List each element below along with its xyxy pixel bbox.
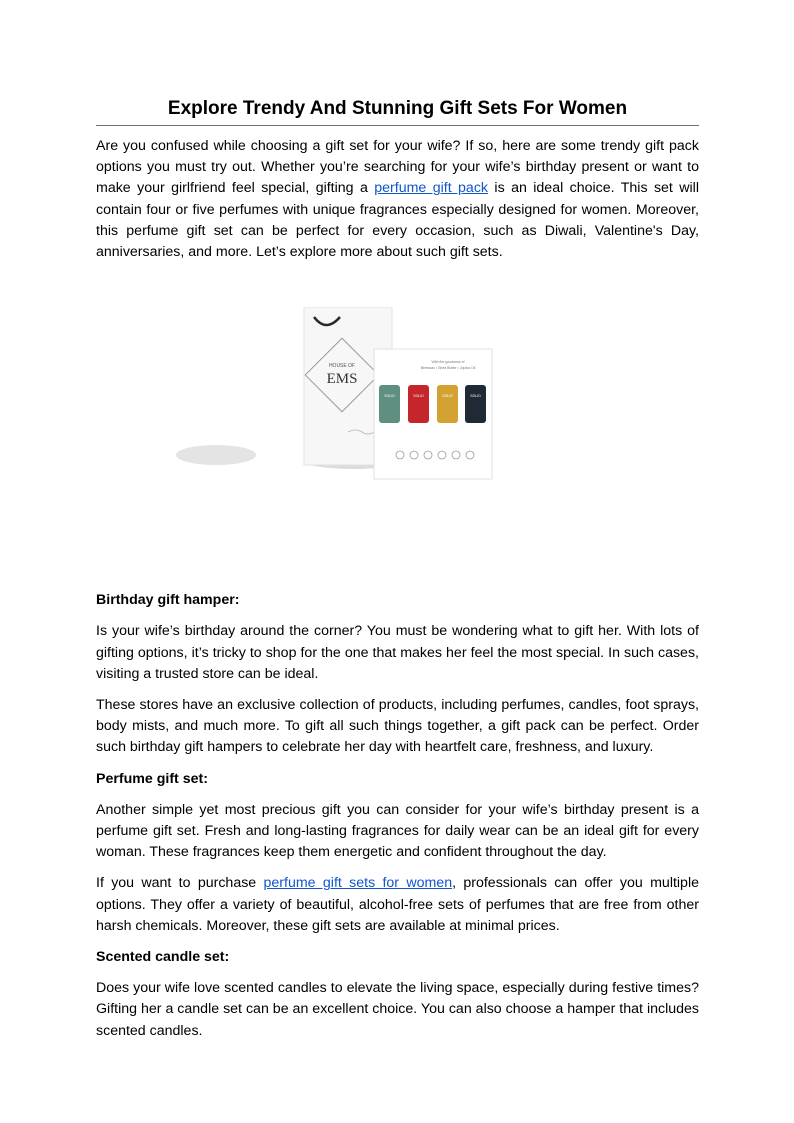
- page-title: Explore Trendy And Stunning Gift Sets For Women: [96, 96, 699, 126]
- pedestal-shadow: [176, 445, 256, 465]
- bag-brand-main: EMS: [326, 371, 358, 388]
- perfume-text-after: , professionals can offer you multiple options. They offer a variety of beautiful, alcohol-free sets of perfumes that are free from other harsh chemicals. Moreover, these gift sets are available at minimal prices.: [96, 875, 699, 934]
- tin-gold: [437, 385, 458, 423]
- perfume-gift-sets-for-women-link[interactable]: perfume gift sets for women: [263, 875, 453, 892]
- perfume-text-before: If you want to purchase: [96, 875, 264, 892]
- tin-label-4: SOLID: [470, 394, 481, 399]
- intro-text-before: Are you confused while choosing a gift set for your wife? If so, here are some trendy gift pack options you must try out. Whether you’re searching for your wife’s birthday present or want to make your girlfriend feel special, gifting a: [96, 138, 699, 197]
- tin-navy: [465, 385, 486, 423]
- birthday-paragraph-1: Is your wife’s birthday around the corner? You must be wondering what to gift her. With lots of gifting options, it’s tricky to shop for the one that makes her feel the most special. In such cases, visiting a trusted store can be ideal.: [96, 623, 699, 682]
- tin-label-2: SOLID: [413, 394, 424, 399]
- tin-green: [379, 385, 400, 423]
- perfume-gift-pack-link[interactable]: perfume gift pack: [374, 180, 489, 197]
- intro-text-after: is an ideal choice. This set will contain four or five perfumes with unique fragrances especially designed for women. Moreover, this perfume gift set can be perfect for every occasion, such as Diwali, Valentine's Day, anniversaries, and more. Let’s explore more about such gift sets.: [96, 180, 699, 261]
- gift-set-illustration: [96, 307, 699, 557]
- card-line-1: With the goodness of: [431, 360, 465, 365]
- document-page: [96, 96, 699, 1042]
- bag-brand-top: HOUSE OF: [328, 363, 356, 370]
- heading-scented-candle-set: Scented candle set:: [96, 949, 230, 966]
- intro-paragraph: [96, 136, 699, 263]
- tin-red: [408, 385, 429, 423]
- perfume-paragraph-1: Another simple yet most precious gift you can consider for your wife’s birthday present is a perfume gift set. Fresh and long-lasting fragrances for daily wear can be an ideal gift for every woman. These fragrances keep them energetic and confident throughout the day.: [96, 801, 699, 861]
- candle-paragraph-1: Does your wife love scented candles to elevate the living space, especially during festive times? Gifting her a candle set can be an excellent choice. You can also choose a hamper that includes scented candles.: [96, 980, 699, 1039]
- birthday-paragraph-2: These stores have an exclusive collection of products, including perfumes, candles, foot sprays, body mists, and much more. To gift all such things together, a gift pack can be perfect. Order such birthday gift hampers to celebrate her day with heartfelt care, freshness, and luxury.: [96, 697, 699, 756]
- card-line-2: Beeswax • Shea Butter • Jojoba Oil: [420, 366, 476, 371]
- tin-label-1: SOLID: [384, 394, 395, 399]
- tin-label-3: SOLID: [442, 394, 453, 399]
- heading-perfume-gift-set: Perfume gift set:: [96, 770, 208, 787]
- heading-birthday-gift-hamper: Birthday gift hamper:: [96, 592, 240, 609]
- perfume-paragraph-2: [96, 873, 699, 937]
- product-image: [96, 307, 699, 557]
